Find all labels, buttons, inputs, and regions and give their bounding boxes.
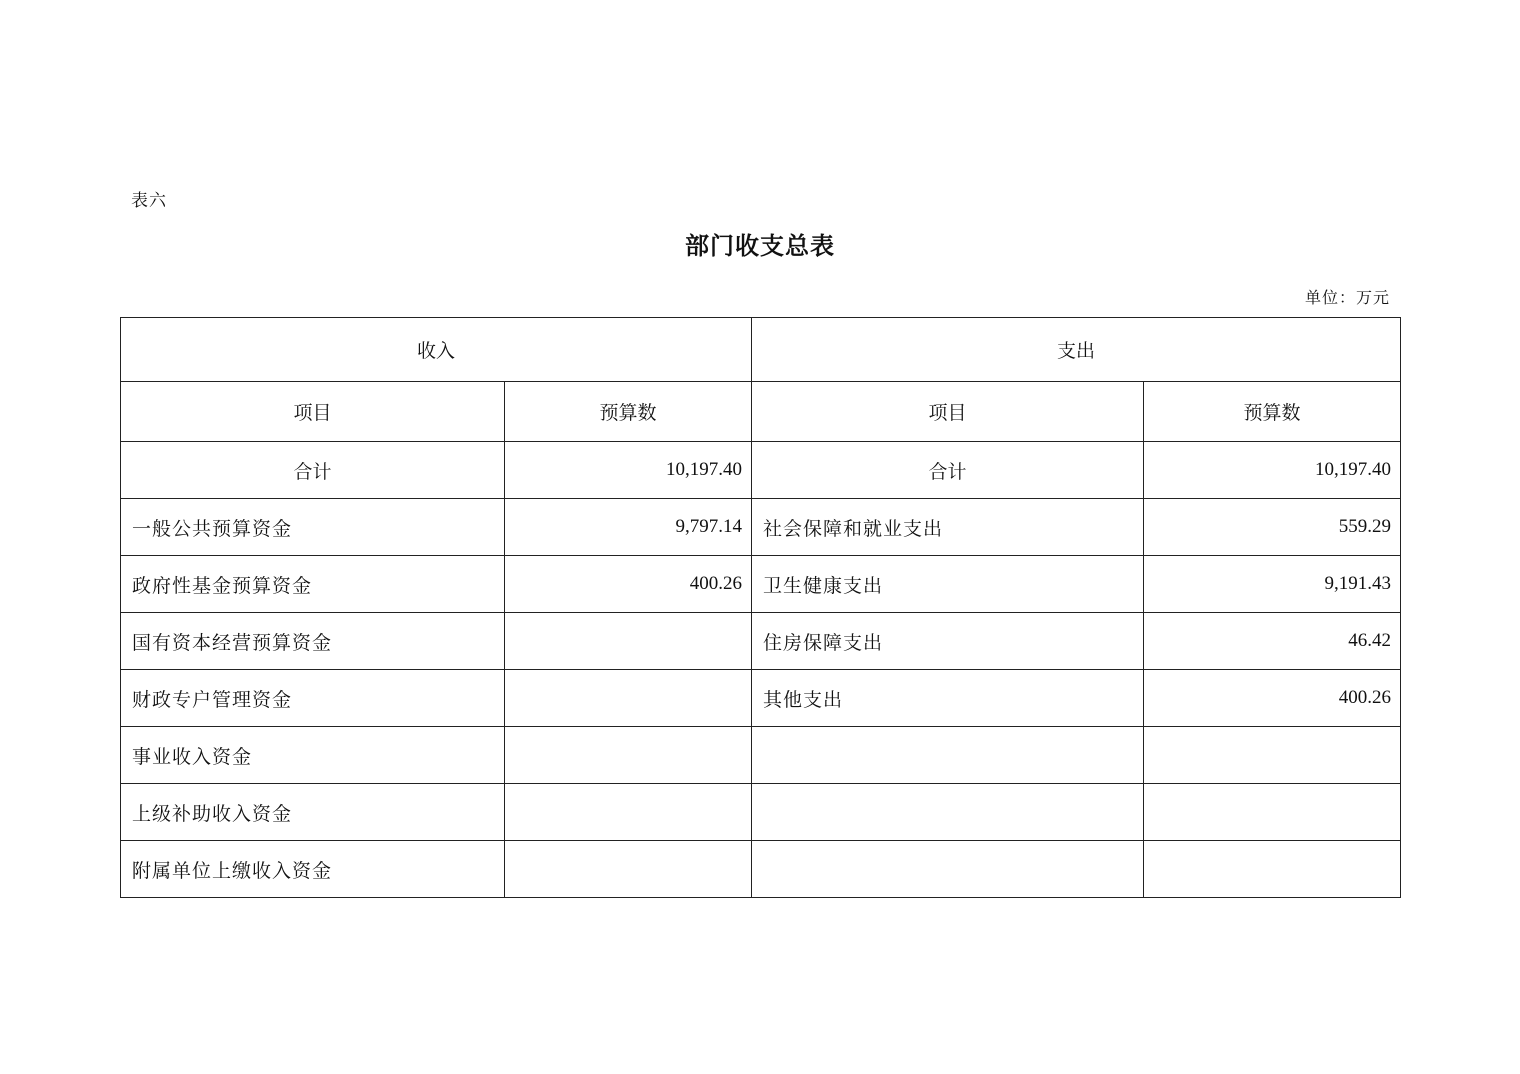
expense-item xyxy=(752,727,1144,784)
income-item: 上级补助收入资金 xyxy=(121,784,505,841)
expense-item xyxy=(752,784,1144,841)
table-row xyxy=(121,727,1401,784)
table-row xyxy=(121,613,1401,670)
total-row xyxy=(121,442,1401,499)
expense-amount xyxy=(1144,727,1401,784)
expense-item xyxy=(752,841,1144,898)
income-amount-header: 预算数 xyxy=(505,382,752,442)
expense-total-label: 合计 xyxy=(752,442,1144,499)
income-amount xyxy=(505,784,752,841)
expense-amount: 9,191.43 xyxy=(1144,556,1401,613)
income-group-header: 收入 xyxy=(121,318,752,382)
income-item: 附属单位上缴收入资金 xyxy=(121,841,505,898)
income-total-amount: 10,197.40 xyxy=(505,442,752,499)
expense-amount xyxy=(1144,784,1401,841)
table-row xyxy=(121,556,1401,613)
table-row xyxy=(121,841,1401,898)
expense-amount xyxy=(1144,841,1401,898)
table-row xyxy=(121,784,1401,841)
column-header-row xyxy=(121,382,1401,442)
income-amount: 9,797.14 xyxy=(505,499,752,556)
income-total-label: 合计 xyxy=(121,442,505,499)
income-item: 财政专户管理资金 xyxy=(121,670,505,727)
expense-amount: 400.26 xyxy=(1144,670,1401,727)
expense-amount-header: 预算数 xyxy=(1144,382,1401,442)
income-item: 政府性基金预算资金 xyxy=(121,556,505,613)
budget-table xyxy=(120,317,1401,898)
page-title: 部门收支总表 xyxy=(685,231,835,260)
unit-label: 单位：万元 xyxy=(1304,288,1390,307)
income-amount: 400.26 xyxy=(505,556,752,613)
income-item: 事业收入资金 xyxy=(121,727,505,784)
expense-item: 卫生健康支出 xyxy=(752,556,1144,613)
expense-amount: 46.42 xyxy=(1144,613,1401,670)
expense-total-amount: 10,197.40 xyxy=(1144,442,1401,499)
table-row xyxy=(121,499,1401,556)
income-amount xyxy=(505,613,752,670)
expense-group-header: 支出 xyxy=(752,318,1401,382)
expense-amount: 559.29 xyxy=(1144,499,1401,556)
income-item-header: 项目 xyxy=(121,382,505,442)
expense-item: 其他支出 xyxy=(752,670,1144,727)
income-amount xyxy=(505,841,752,898)
income-item: 国有资本经营预算资金 xyxy=(121,613,505,670)
expense-item: 社会保障和就业支出 xyxy=(752,499,1144,556)
income-amount xyxy=(505,727,752,784)
table-label: 表六 xyxy=(131,191,167,211)
income-amount xyxy=(505,670,752,727)
group-header-row xyxy=(121,318,1401,382)
income-item: 一般公共预算资金 xyxy=(121,499,505,556)
table-row xyxy=(121,670,1401,727)
expense-item-header: 项目 xyxy=(752,382,1144,442)
expense-item: 住房保障支出 xyxy=(752,613,1144,670)
